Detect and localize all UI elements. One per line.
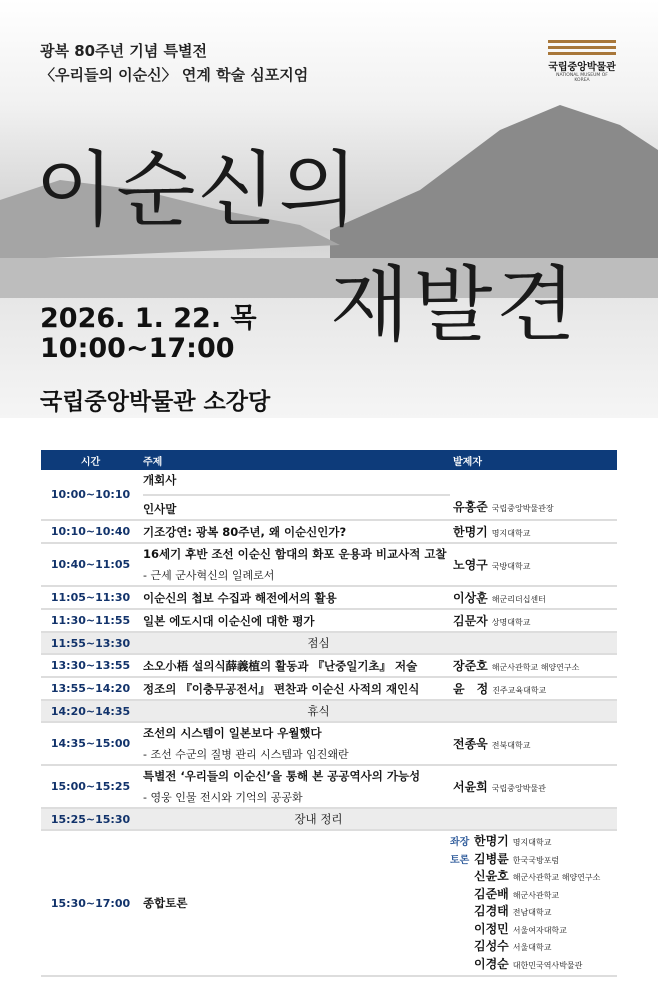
topic-title-2: 인사말 [143,494,450,517]
table-row [41,655,617,678]
museum-logo [548,40,616,83]
presenter-affil: 진주교육대학교 [492,686,547,695]
topic-title: 16세기 후반 조선 이순신 함대의 화포 운용과 비교사적 고찰 [143,547,447,561]
table-row [41,831,617,977]
row-time: 10:00~10:10 [41,470,140,521]
presenter-affil: 상명대학교 [491,618,531,627]
panel-role: 좌장 [450,837,470,848]
panel-member [450,833,617,851]
presenter-name: 한명기 [453,525,488,539]
panel-member [450,921,617,939]
panel-member [450,903,617,921]
member-name: 이정민 [474,921,509,936]
table-row [41,809,617,831]
member-name: 김준배 [474,886,509,901]
topic-title: 소오小梧 설의식薛義植의 활동과 『난중일기초』 저술 [143,658,418,673]
member-affil: 명지대학교 [512,838,552,847]
table-row [41,470,617,521]
panel-role: 토론 [450,854,470,866]
member-affil: 해군사관학교 해양연구소 [512,873,601,882]
presenter-name: 유홍준 [453,500,488,514]
topic-title: 일본 에도시대 이순신에 대한 평가 [143,613,315,628]
presenter-affil: 국방대학교 [491,562,531,571]
presenter-affil: 명지대학교 [491,529,531,538]
member-affil: 서울대학교 [512,943,552,952]
panel-member [450,938,617,956]
event-hours: 10:00~17:00 [40,333,235,364]
event-date: 2026. 1. 22. 목 [40,303,257,334]
presenter-name: 노영구 [453,558,488,572]
row-time: 14:20~14:35 [41,701,140,723]
presenter-name: 장준호 [453,659,488,673]
member-name: 한명기 [474,834,509,848]
member-affil: 전남대학교 [512,908,552,917]
presenter-affil: 전북대학교 [491,741,531,750]
member-affil: 한국국방포럼 [512,855,560,865]
table-row [41,766,617,809]
table-row [41,633,617,655]
member-affil: 대한민국역사박물관 [512,960,583,970]
row-time: 15:30~17:00 [41,831,140,977]
logo-en: NATIONAL MUSEUM OF KOREA [556,73,608,83]
topic-title: 특별전 ‘우리들의 이순신’을 통해 본 공공역사의 가능성 [143,769,421,783]
header-presenter: 발제자 [450,450,617,470]
event-venue: 국립중앙박물관 소강당 [40,389,271,415]
presenter-affil: 국립중앙박물관 [491,784,546,793]
table-row [41,544,617,587]
row-time: 13:55~14:20 [41,678,140,701]
hero-banner [0,0,658,418]
row-time: 15:00~15:25 [41,766,140,809]
subtitle-line1: 광복 80주년 기념 특별전 [40,42,207,60]
row-time: 11:55~13:30 [41,633,140,655]
presenter-affil: 해군리더십센터 [491,595,546,604]
presenter-name: 전종욱 [453,737,488,751]
row-time: 11:05~11:30 [41,587,140,610]
panel-member [450,868,617,886]
topic-title: 기조강연: 광복 80주년, 왜 이순신인가? [143,524,347,539]
panel-member [450,851,617,869]
member-name: 김경태 [474,904,509,918]
topic-subtitle: - 근세 군사혁신의 일례로서 [143,569,275,582]
table-row [41,701,617,723]
row-break: 장내 정리 [140,809,617,831]
presenter-name: 이상훈 [453,591,488,605]
presenter-affil: 국립중앙박물관장 [491,504,554,513]
table-row [41,678,617,701]
presenter-affil: 해군사관학교 해양연구소 [491,663,580,672]
subtitle-line2: 〈우리들의 이순신〉 연계 학술 심포지엄 [40,66,309,84]
table-row [41,723,617,766]
row-topic: 종합토론 [140,831,450,977]
header-topic: 주제 [140,450,450,470]
row-time: 11:30~11:55 [41,610,140,633]
member-affil: 서울여자대학교 [512,925,567,935]
presenter-name: 윤 정 [453,682,489,696]
row-break: 점심 [140,633,617,655]
logo-ko: 국립중앙박물관 [548,62,616,73]
row-time: 15:25~15:30 [41,809,140,831]
row-time: 13:30~13:55 [41,655,140,678]
member-name: 김병륜 [474,851,509,866]
member-name: 신윤호 [474,869,509,883]
presenter-name: 김문자 [453,614,488,628]
panel-member [450,956,617,974]
title-line2: 재발견 [330,258,580,353]
topic-title: 개회사 [143,473,177,487]
panel-member [450,886,617,904]
table-row [41,587,617,610]
member-name: 이경순 [474,956,509,971]
member-affil: 해군사관학교 [512,890,560,900]
row-break: 휴식 [140,701,617,723]
row-time: 10:10~10:40 [41,521,140,544]
program-table [41,450,617,977]
topic-title: 조선의 시스템이 일본보다 우월했다 [143,726,322,740]
header-time: 시간 [41,450,140,470]
topic-subtitle: - 영웅 인물 전시와 기억의 공공화 [143,791,303,804]
topic-title: 정조의 『이충무공전서』 편찬과 이순신 사적의 재인식 [143,681,420,696]
row-time: 14:35~15:00 [41,723,140,766]
presenter-name: 서윤희 [453,780,488,794]
title-line1: 이순신의 [35,143,360,238]
member-name: 김성수 [474,939,509,953]
topic-subtitle: - 조선 수군의 질병 관리 시스템과 임진왜란 [143,748,349,761]
table-row [41,610,617,633]
table-row [41,521,617,544]
row-time: 10:40~11:05 [41,544,140,587]
topic-title: 이순신의 첩보 수집과 해전에서의 활용 [143,590,337,605]
